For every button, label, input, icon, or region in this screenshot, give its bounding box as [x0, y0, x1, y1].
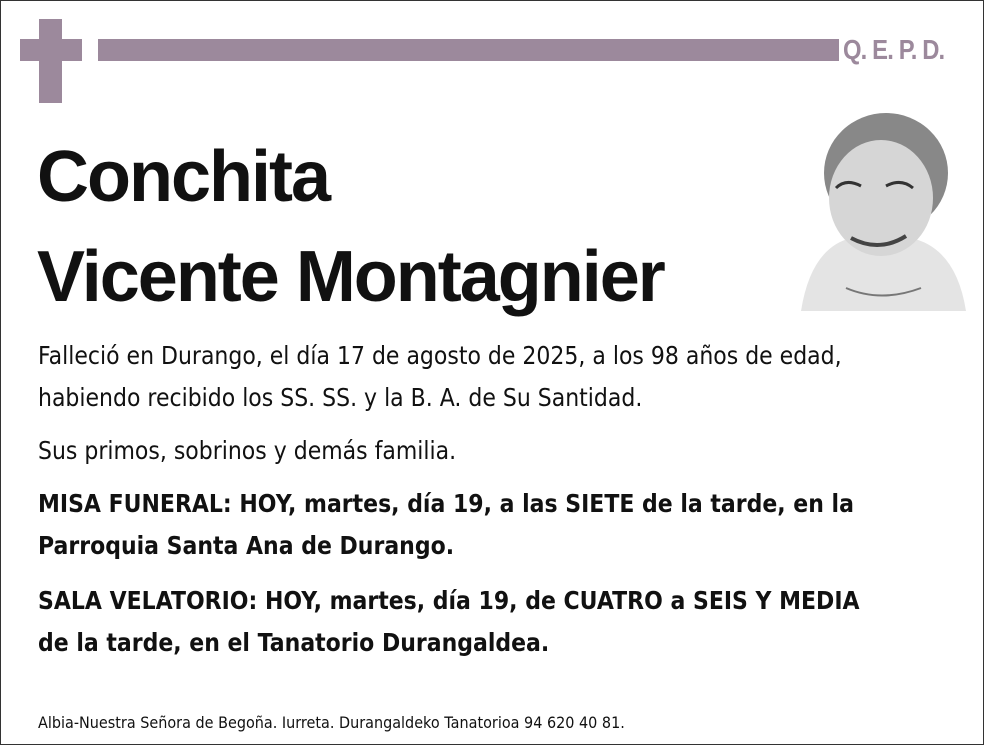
- cross-icon-arm: [20, 39, 82, 61]
- deceased-photo: [791, 98, 968, 311]
- death-info-line2: habiendo recibido los SS. SS. y la B. A. de Su Santidad.: [38, 383, 643, 412]
- funeral-mass-line1: MISA FUNERAL: HOY, martes, día 19, a las SIETE de la tarde, en la: [38, 489, 854, 518]
- header-bar: [98, 39, 839, 61]
- qepd-label: Q. E. P. D.: [843, 34, 945, 65]
- wake-room-line1: SALA VELATORIO: HOY, martes, día 19, de CUATRO a SEIS Y MEDIA: [38, 586, 860, 615]
- family-line: Sus primos, sobrinos y demás familia.: [38, 436, 457, 465]
- funeral-home-footer: Albia-Nuestra Señora de Begoña. Iurreta. Durangaldeko Tanatorioa 94 620 40 81.: [38, 713, 625, 732]
- deceased-surnames: Vicente Montagnier: [37, 237, 664, 317]
- deceased-first-name: Conchita: [37, 137, 330, 217]
- cross-icon: [39, 19, 62, 103]
- wake-room-line2: de la tarde, en el Tanatorio Durangaldea.: [38, 628, 550, 657]
- funeral-mass-line2: Parroquia Santa Ana de Durango.: [38, 531, 455, 560]
- death-info-line1: Falleció en Durango, el día 17 de agosto de 2025, a los 98 años de edad,: [38, 341, 842, 370]
